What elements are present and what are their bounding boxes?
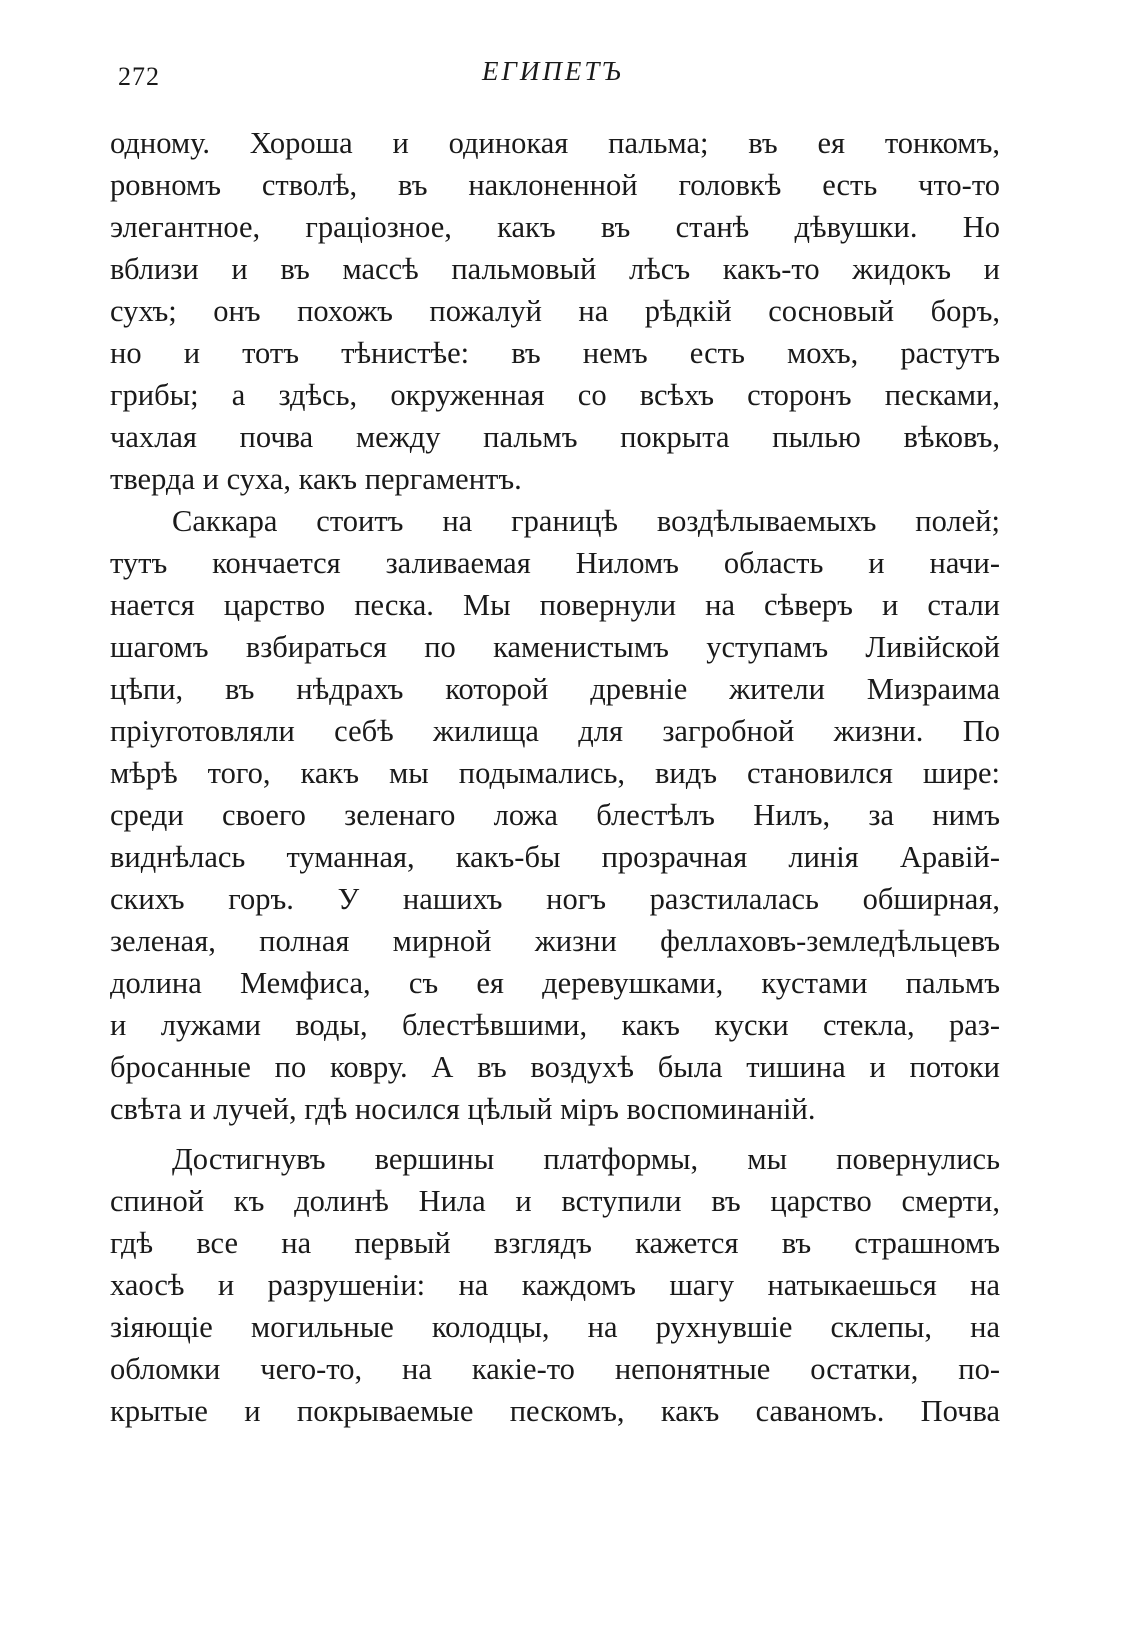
text-line: зіяющіе могильные колодцы, на рухнувшіе склепы, на bbox=[110, 1310, 1000, 1344]
paragraph-3 bbox=[110, 1138, 1000, 1432]
text-line: ровномъ стволѣ, въ наклоненной головкѣ есть что-то bbox=[110, 168, 1000, 202]
text-line: крытые и покрываемые пескомъ, какъ саваномъ. Почва bbox=[110, 1394, 1000, 1428]
text-line: цѣпи, въ нѣдрахъ которой древніе жители Мизраима bbox=[110, 672, 1000, 706]
text-line: долина Мемфиса, съ ея деревушками, кустами пальмъ bbox=[110, 966, 1000, 1000]
text-line: тутъ кончается заливаемая Ниломъ область и начи- bbox=[110, 546, 1000, 580]
text-line: одному. Хороша и одинокая пальма; въ ея тонкомъ, bbox=[110, 126, 1000, 160]
text-line: гдѣ все на первый взглядъ кажется въ страшномъ bbox=[110, 1226, 1000, 1260]
text-line: Саккара стоитъ на границѣ воздѣлываемыхъ полей; bbox=[172, 504, 1000, 538]
text-line: виднѣлась туманная, какъ-бы прозрачная линія Аравій- bbox=[110, 840, 1000, 874]
text-line: пріуготовляли себѣ жилища для загробной жизни. По bbox=[110, 714, 1000, 748]
paragraph-1 bbox=[110, 122, 1000, 500]
text-line: но и тотъ тѣнистѣе: въ немъ есть мохъ, растутъ bbox=[110, 336, 1000, 370]
paragraph-spacer bbox=[110, 1130, 1000, 1138]
text-line: сухъ; онъ похожъ пожалуй на рѣдкій сосновый боръ, bbox=[110, 294, 1000, 328]
text-line: нается царство песка. Мы повернули на сѣверъ и стали bbox=[110, 588, 1000, 622]
running-title: ЕГИПЕТЪ bbox=[482, 56, 624, 86]
text-line: скихъ горъ. У нашихъ ногъ разстилалась обширная, bbox=[110, 882, 1000, 916]
text-line: вблизи и въ массѣ пальмовый лѣсъ какъ-то жидокъ и bbox=[110, 252, 1000, 286]
text-line: грибы; а здѣсь, окруженная со всѣхъ сторонъ песками, bbox=[110, 378, 1000, 412]
text-line: тверда и суха, какъ пергаментъ. bbox=[110, 462, 522, 496]
text-line: зеленая, полная мирной жизни феллаховъ-земледѣльцевъ bbox=[110, 924, 1000, 958]
text-line: бросанные по ковру. А въ воздухѣ была тишина и потоки bbox=[110, 1050, 1000, 1084]
text-line: шагомъ взбираться по каменистымъ уступамъ Ливійской bbox=[110, 630, 1000, 664]
text-line: элегантное, граціозное, какъ въ станѣ дѣвушки. Но bbox=[110, 210, 1000, 244]
text-line: и лужами воды, блестѣвшими, какъ куски стекла, раз- bbox=[110, 1008, 1000, 1042]
body-text bbox=[110, 122, 1000, 1432]
text-line: хаосѣ и разрушеніи: на каждомъ шагу натыкаешься на bbox=[110, 1268, 1000, 1302]
text-line: мѣрѣ того, какъ мы подымались, видъ становился шире: bbox=[110, 756, 1000, 790]
text-line: чахлая почва между пальмъ покрыта пылью вѣковъ, bbox=[110, 420, 1000, 454]
text-line: среди своего зеленаго ложа блестѣлъ Нилъ, за нимъ bbox=[110, 798, 1000, 832]
text-line: спиной къ долинѣ Нила и вступили въ царство смерти, bbox=[110, 1184, 1000, 1218]
page-number: 272 bbox=[118, 62, 160, 91]
text-line: Достигнувъ вершины платформы, мы повернулись bbox=[172, 1142, 1000, 1176]
text-line: обломки чего-то, на какіе-то непонятные остатки, по- bbox=[110, 1352, 1000, 1386]
page-header bbox=[110, 56, 1000, 96]
paragraph-2 bbox=[110, 500, 1000, 1130]
text-line: свѣта и лучей, гдѣ носился цѣлый міръ воспоминаній. bbox=[110, 1092, 816, 1126]
